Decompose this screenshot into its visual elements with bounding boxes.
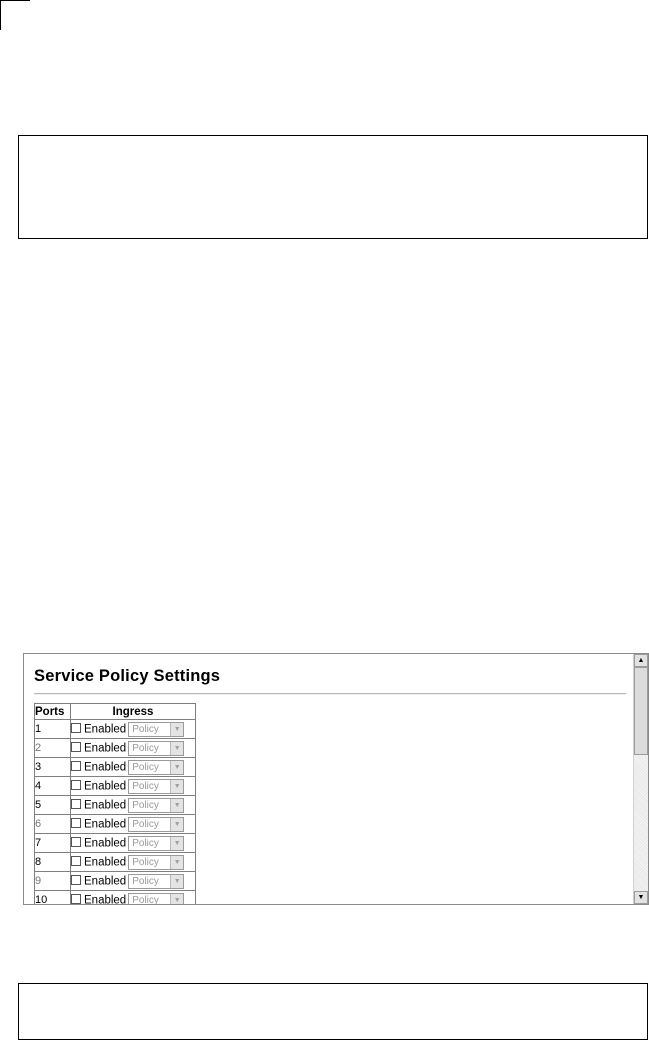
policy-select[interactable] (128, 817, 184, 832)
enabled-checkbox[interactable] (71, 875, 81, 885)
port-number: 2 (35, 739, 71, 758)
port-number: 1 (35, 720, 71, 739)
table-header-row (35, 704, 196, 720)
chevron-down-icon: ▼ (170, 780, 183, 793)
enabled-label: Enabled (84, 818, 127, 830)
enabled-label: Enabled (84, 894, 127, 905)
ingress-cell (71, 796, 196, 815)
ingress-column-header: Ingress (71, 704, 196, 720)
policy-select[interactable] (128, 893, 184, 906)
table-row (35, 815, 196, 834)
chevron-down-icon: ▼ (170, 894, 183, 906)
enabled-checkbox[interactable] (71, 742, 81, 752)
note-box-top (18, 135, 648, 239)
policy-select[interactable] (128, 874, 184, 889)
enabled-checkbox[interactable] (71, 837, 81, 847)
ingress-cell (71, 872, 196, 891)
chevron-down-icon: ▼ (170, 818, 183, 831)
policy-select-value: Policy (132, 875, 159, 887)
policy-select[interactable] (128, 741, 184, 756)
policy-select-value: Policy (132, 856, 159, 868)
policy-select-value: Policy (132, 723, 159, 735)
enabled-label: Enabled (84, 856, 127, 868)
table-row (35, 853, 196, 872)
policy-select[interactable] (128, 722, 184, 737)
table-row (35, 739, 196, 758)
enabled-checkbox[interactable] (71, 723, 81, 733)
enabled-label: Enabled (84, 723, 127, 735)
ingress-cell (71, 834, 196, 853)
table-row (35, 796, 196, 815)
scroll-thumb[interactable] (634, 667, 648, 755)
policy-select-value: Policy (132, 780, 159, 792)
table-row (35, 720, 196, 739)
enabled-checkbox[interactable] (71, 799, 81, 809)
crop-mark-vertical (0, 0, 1, 30)
port-number: 3 (35, 758, 71, 777)
ingress-cell (71, 720, 196, 739)
policy-select-value: Policy (132, 818, 159, 830)
table-row (35, 777, 196, 796)
policy-select-value: Policy (132, 761, 159, 773)
port-number: 9 (35, 872, 71, 891)
service-policy-table (34, 703, 196, 905)
policy-select[interactable] (128, 779, 184, 794)
port-number: 5 (35, 796, 71, 815)
enabled-label: Enabled (84, 837, 127, 849)
port-number: 4 (35, 777, 71, 796)
page-title: Service Policy Settings (34, 667, 221, 685)
table-row (35, 834, 196, 853)
crop-mark-horizontal (0, 0, 30, 1)
ingress-cell (71, 815, 196, 834)
policy-select[interactable] (128, 836, 184, 851)
enabled-checkbox[interactable] (71, 856, 81, 866)
enabled-checkbox[interactable] (71, 780, 81, 790)
enabled-checkbox[interactable] (71, 818, 81, 828)
note-box-bottom (18, 983, 648, 1040)
enabled-checkbox[interactable] (71, 761, 81, 771)
scroll-up-icon[interactable]: ▲ (634, 654, 648, 667)
service-policy-screenshot (23, 653, 649, 905)
chevron-down-icon: ▼ (170, 799, 183, 812)
port-number: 7 (35, 834, 71, 853)
port-number: 8 (35, 853, 71, 872)
policy-select[interactable] (128, 760, 184, 775)
vertical-scrollbar[interactable] (633, 654, 648, 904)
policy-select[interactable] (128, 855, 184, 870)
enabled-checkbox[interactable] (71, 894, 81, 904)
enabled-label: Enabled (84, 761, 127, 773)
policy-table-body (35, 720, 196, 906)
table-row (35, 758, 196, 777)
title-divider (34, 693, 626, 695)
ingress-cell (71, 739, 196, 758)
enabled-label: Enabled (84, 875, 127, 887)
policy-select-value: Policy (132, 894, 159, 905)
chevron-down-icon: ▼ (170, 723, 183, 736)
port-number: 6 (35, 815, 71, 834)
table-row (35, 872, 196, 891)
ports-column-header: Ports (35, 704, 71, 720)
chevron-down-icon: ▼ (170, 856, 183, 869)
ingress-cell (71, 891, 196, 906)
chevron-down-icon: ▼ (170, 837, 183, 850)
policy-select-value: Policy (132, 742, 159, 754)
port-number: 10 (35, 891, 71, 906)
enabled-label: Enabled (84, 780, 127, 792)
chevron-down-icon: ▼ (170, 742, 183, 755)
enabled-label: Enabled (84, 742, 127, 754)
policy-select-value: Policy (132, 837, 159, 849)
ingress-cell (71, 758, 196, 777)
enabled-label: Enabled (84, 799, 127, 811)
scroll-down-icon[interactable]: ▼ (634, 891, 648, 904)
policy-select-value: Policy (132, 799, 159, 811)
table-row (35, 891, 196, 906)
chevron-down-icon: ▼ (170, 875, 183, 888)
ingress-cell (71, 853, 196, 872)
policy-select[interactable] (128, 798, 184, 813)
chevron-down-icon: ▼ (170, 761, 183, 774)
ingress-cell (71, 777, 196, 796)
